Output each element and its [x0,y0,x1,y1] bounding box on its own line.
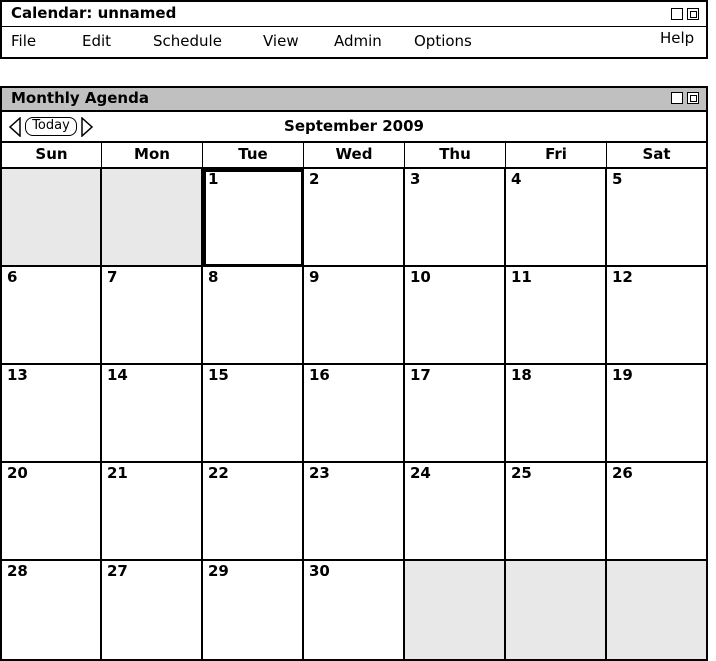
maximize-icon[interactable] [671,8,683,20]
day-cell[interactable] [2,463,102,561]
day-cell[interactable] [2,365,102,463]
weekday-sat: Sat [642,145,671,163]
day-cell[interactable] [102,561,203,659]
day-cell[interactable] [2,267,102,365]
restore-icon[interactable] [687,92,699,104]
weekday-fri: Fri [506,143,607,167]
day-cell[interactable] [607,365,706,463]
empty-day-cell [607,561,706,659]
day-cell[interactable] [203,365,304,463]
day-number: 28 [7,562,28,580]
calendar-titlebar [2,2,706,27]
day-number: 12 [612,268,633,286]
day-number: 13 [7,366,28,384]
empty-day-cell [2,169,102,267]
day-number: 27 [107,562,128,580]
day-cell[interactable] [506,463,607,561]
agenda-window-controls [671,92,699,104]
empty-day-cell [102,169,203,267]
menu-options[interactable]: Options [414,32,472,50]
restore-icon[interactable] [687,8,699,20]
day-number: 16 [309,366,330,384]
weekday-tue: Tue [203,143,304,167]
day-cell[interactable] [506,267,607,365]
empty-day-cell [405,561,506,659]
menu-schedule[interactable]: Schedule [153,32,222,50]
day-cell[interactable] [506,365,607,463]
day-cell[interactable] [304,169,405,267]
day-cell[interactable] [405,463,506,561]
day-number: 20 [7,464,28,482]
day-cell[interactable] [304,463,405,561]
agenda-title: Monthly Agenda [11,89,149,107]
today-button[interactable]: Today [25,117,77,136]
day-number: 8 [208,268,219,286]
day-number: 17 [410,366,431,384]
window-controls [671,8,699,20]
day-number: 3 [410,170,421,188]
menu-help[interactable]: Help [660,29,695,47]
day-number: 11 [511,268,532,286]
day-number: 30 [309,562,330,580]
month-grid [2,169,706,659]
day-number: 9 [309,268,320,286]
empty-day-cell [506,561,607,659]
menu-edit[interactable]: Edit [82,32,112,50]
maximize-icon[interactable] [671,92,683,104]
day-cell[interactable] [405,169,506,267]
day-number: 23 [309,464,330,482]
weekday-header [2,143,706,169]
weekday-thu: Thu [405,143,506,167]
day-cell[interactable] [203,267,304,365]
day-number: 21 [107,464,128,482]
day-cell[interactable] [203,463,304,561]
day-number: 7 [107,268,118,286]
monthly-agenda-window [0,86,708,661]
day-cell[interactable] [304,267,405,365]
day-number: 4 [511,170,522,188]
day-cell[interactable] [607,463,706,561]
month-navigation [2,112,706,143]
day-number: 22 [208,464,229,482]
day-cell[interactable] [405,365,506,463]
day-number: 10 [410,268,431,286]
day-number: 1 [208,170,219,188]
day-number: 19 [612,366,633,384]
day-cell[interactable] [2,561,102,659]
month-label: September 2009 [284,117,424,135]
day-cell[interactable] [506,169,607,267]
weekday-wed: Wed [304,143,405,167]
day-cell[interactable] [203,169,304,267]
day-number: 29 [208,562,229,580]
day-cell[interactable] [102,267,203,365]
day-number: 18 [511,366,532,384]
weekday-sun: Sun [2,143,102,167]
calendar-window [0,0,708,59]
day-number: 2 [309,170,320,188]
menu-admin[interactable]: Admin [334,32,382,50]
weekday-mon: Mon [102,143,203,167]
day-number: 15 [208,366,229,384]
day-number: 14 [107,366,128,384]
window-title: Calendar: unnamed [11,4,177,22]
day-cell[interactable] [405,267,506,365]
day-cell[interactable] [304,561,405,659]
menu-view[interactable]: View [263,32,299,50]
day-number: 26 [612,464,633,482]
day-cell[interactable] [102,365,203,463]
agenda-titlebar [2,88,706,112]
day-cell[interactable] [203,561,304,659]
day-cell[interactable] [102,463,203,561]
menu-file[interactable]: File [11,32,37,50]
day-cell[interactable] [304,365,405,463]
day-cell[interactable] [607,169,706,267]
day-cell[interactable] [607,267,706,365]
menu-bar [2,27,706,57]
day-number: 5 [612,170,623,188]
day-number: 6 [7,268,18,286]
day-number: 25 [511,464,532,482]
day-number: 24 [410,464,431,482]
